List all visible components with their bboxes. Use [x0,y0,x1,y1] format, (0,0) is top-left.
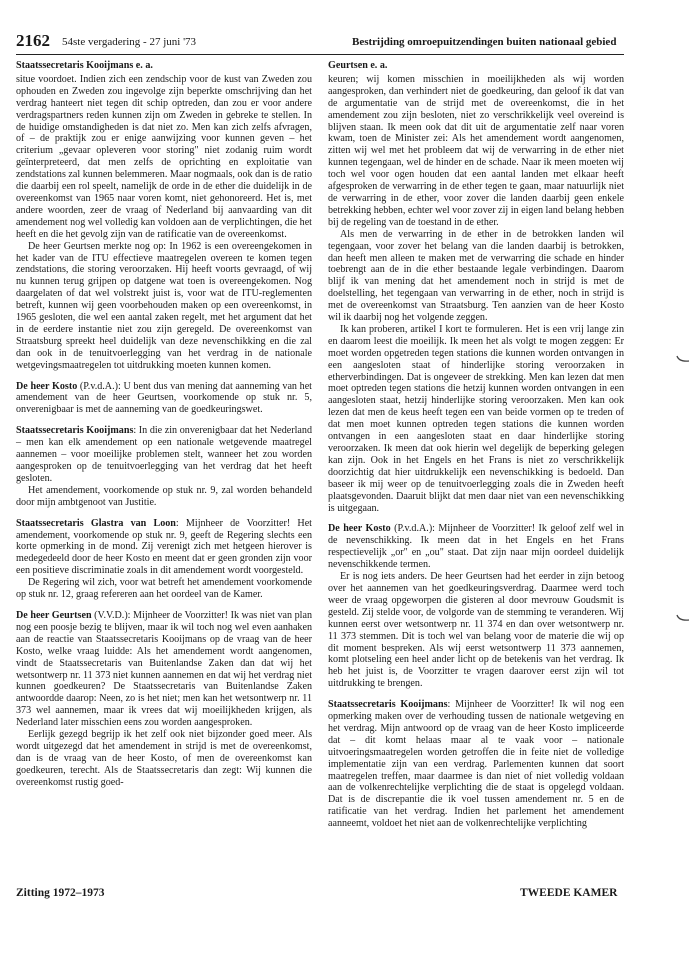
right-running-head: Geurtsen e. a. [328,60,388,71]
speech-text: : In die zin onverenigbaar dat het Nederland – men kan elk amendement op een nationale wetgevende maatregel aannemen – voor moeilijke problemen stelt, wanneer het zou worden aangesproken op de tenuitvoerlegging van het verdrag dat het heeft gesloten. [16,425,312,484]
paragraph: Als men de verwarring in de ether in de betrokken landen wil tegengaan, voor zover het belang van die landen daarbij is betrokken, dan heeft men alleen te maken met de verwarring die schade en hinder toebrengt aan de in die ether bestaande legale verbindingen. Daarom blijf ik van mening dat het amendement noch in strijd is met de doelstelling, het tegengaan van verwarring in de ether, noch in strijd is met de overeenkomst van Straatsburg. Ten aanzien van de heer Kosto wil ik daarbij nog het volgende zeggen. [328,228,624,324]
paragraph: De Regering wil zich, voor wat betreft het amendement voorkomende op stuk nr. 12, graag refereren aan het oordeel van de Kamer. [16,577,312,601]
session-label: 54ste vergadering - 27 juni '73 [62,36,197,48]
speaker-name: Staatssecretaris Glastra van Loon [16,517,176,529]
right-column [328,60,624,830]
page-number: 2162 [16,31,50,50]
header-rule [16,54,624,55]
speaker-name: Staatssecretaris Kooijmans [328,699,448,711]
speech-text: : Mijnheer de Voorzitter! Het amendement, voorkomende op stuk nr. 9, geeft de Regering slechts een korte opmerking in de mond. Zij verenigt zich met hetgeen hierover is medegedeeld door de heer Kosto en meent dat er geen gronden zijn voor een positieve discriminatie zoals in dit amendement wordt voorgesteld. [16,517,312,577]
left-running-head: Staatssecretaris Kooijmans e. a. [16,60,153,71]
speech-text: (V.V.D.): Mijnheer de Voorzitter! Ik was niet van plan nog een poosje bezig te blijven, maar ik wil toch nog wel even aanhaken aan de reactie van Staatssecretaris Kooijmans op de vraag van de heer Kosto, welke vraag luidde: Als het amendement wordt aangenomen, vindt de Staatssecretaris van Buitenlandse Zaken dan dat wij het wetsontwerp nr. 11 373 niet kunnen aannemen en dat wij het verdrag niet kunnen goedkeuren? De Staatssecretaris van Buitenlandse Zaken antwoordde daarop: Neen, zo is het niet; men kan het wetsontwerp nr. 11 373 wel aannemen, maar ik vrees dat wij moeilijkheden krijgen, als Nederland later misschien eens zou worden aangesproken. [16,609,312,729]
speech-paragraph [16,518,312,578]
speaker-name: Staatssecretaris Kooijmans [16,425,134,437]
paragraph: Ik kan proberen, artikel I kort te formuleren. Het is een vrij lange zin en daarom leest die moeilijk. Ik meen het als volgt te mogen zeggen: Er moet worden opgetreden tegen stations die kunnen worden ontvangen in een aangesloten staat of hinderlijke storing veroorzaken in etherverbindingen. Dat is ongeveer de strekking. Men kan lezen dat men moet optreden tegen stations die hetzij kunnen worden ontvangen in een aangesloten staat, hetzij hinderlijke storing veroorzaken. Men kan ook lezen dat men de keus heeft tegen een van beide vormen op te treden of dat men moet kunnen optreden tegen stations die kunnen worden ontvangen in een aangesloten staat en daar hinderlijke storing veroorzaken. Ik meen dat ook hierin wel degelijk de beperking gelegen kan zijn. Ook in het Engels en het Frans is niet zo verschrikkelijk doorzichtig dat hier uitdrukkelijk een nevenschikking is bedoeld. Dan baseer ik mij weer op de tenuitvoerlegging zoals die in Zweden heeft plaatsgevonden. Daaruit blijkt dat men daar niet van een nevenschikking is uitgegaan. [328,323,624,514]
margin-mark-icon [676,614,690,622]
page-title: Bestrijding omroepuitzendingen buiten nationaal gebied [352,36,617,48]
speech-paragraph [328,699,624,830]
speaker-name: De heer Kosto [16,380,78,392]
paragraph: De heer Geurtsen merkte nog op: In 1962 is een overeengekomen in het kader van de ITU effectieve maatregelen overeen te komen tegen zendstations, die storing veroorzaken. Hij heeft voorts gevraagd, of wij nu kunnen terug grijpen op datgene wat toen is overeengekomen. Nog daargelaten of dat wel volstrekt juist is, voor wat de ITU-reglementen betreft, kunnen wij geen voorbehouden maken op een overeenkomst, in 1965 gesloten, die wel een aantal zaken regelt, met het argument dat het in de eerdere instantie niet zou zijn geregeld. De overeenkomst van Straatsburg spreekt heel duidelijk van deze nevenschikking en die zal dan ook in de tenuitvoerlegging van het verdrag in de nationale wetgevingsmaatregelen tot uitdrukking moeten kunnen komen. [16,240,312,371]
speech-text: : Mijnheer de Voorzitter! Ik wil nog een opmerking maken over de verhouding tussen de nationale wetgeving en het verdrag. Mijn antwoord op de vraag van de heer Kosto impliceerde dat – dit komt helaas maar al te vaak voor – nationale uitvoeringsmaatregelen worden getroffen die in feite niet de volledige implementatie zijn van een verdrag. Parlementen kunnen dat soort maatregelen treffen, maar daarmee is dan niet of niet volledig voldaan aan de volkenrechtelijke verplichting die de staat is opgelegd voldaan. Dat is de discrepantie die ik voel tussen amendement nr. 5 en de ratificatie van het verdrag. Indien het parlement het amendement aanneemt, voldoet het niet aan de volkenrechtelijke verplichting [328,699,624,830]
speaker-name: De heer Kosto [328,523,391,535]
speech-paragraph [16,381,312,417]
speech-paragraph [16,610,312,729]
speech-text: (P.v.d.A.): Mijnheer de Voorzitter! Ik geloof zelf wel in de nevenschikking. Ik meen dat in het Engels en het Frans respectievelijk „or" en „ou" staat. Dat zijn naar mijn oordeel duidelijk nevenschikkende termen. [328,523,624,571]
paragraph: Eerlijk gezegd begrijp ik het zelf ook niet bijzonder goed meer. Als wordt uitgezegd dat het amendement in strijd is met de overeenkomst, dan is de vraag van de heer Kosto, of men de overeenkomst kan goedkeuren, terecht. Als de Staatssecretaris dan zegt: Wij kunnen die overeenkomst rustig goed- [16,729,312,788]
margin-mark-icon [676,355,690,363]
speaker-name: De heer Geurtsen [16,609,92,621]
footer-session: Zitting 1972–1973 [16,887,105,899]
speech-text: (P.v.d.A.): U bent dus van mening dat aanneming van het amendement van de heer Geurtsen, voorkomende op stuk nr. 5, onverenigbaar is met de aanneming van de goedkeuringswet. [16,380,312,416]
left-column [16,60,312,789]
paragraph: keuren; wij komen misschien in moeilijkheden als wij worden aangesproken, dan verhindert niet de goedkeuring, dan geloof ik dat van de argumentatie van de strijd met de overeenkomst, die in het amendement zou zijn besloten, niet zo verschrikkelijk veel overeind is blijven staan. Ik meen ook dat dit uit de argumentatie zelf naar voren kwam, toen de Minister zei: Als het amendement wordt aangenomen, zitten wij wel met het probleem dat wij de verwarring in de ether niet kunnen tegengaan, wel de hinder en de schade. Naar ik meen moeten wij toch wel voor ogen houden dat een aantal landen met elkaar heeft afgesproken de verwarring in de ether tegen te gaan, maar natuurlijk niet de verwarring in de ether, voor zover die landen daarbij geen enkele betrekking hebben, echter wel voor zover zij in eigen land belang hebben bij de regeling van de toestand in de ether. [328,73,624,228]
footer-chamber: TWEEDE KAMER [520,887,618,899]
paragraph: situe voordoet. Indien zich een zendschip voor de kust van Zweden zou ophouden en Zweden zou ingevolge zijn beperkte omschrijving dan het verdrag hanteert niet tegen dit schip optreden, dan zou er voor andere verdragspartners reden kunnen zijn om Zweden in gebreke te stellen. In de huidige omstandigheden is dat niet zo. Men kan zich zelfs afvragen, of – de praktijk zou er enige aanwijzing voor kunnen geven – het criterium „gevaar opleveren voor storing" niet zodanig ruim wordt geïnterpreteerd, dat men zelfs de oprichting en exploitatie van zendstations zal kunnen belemmeren. Maar nogmaals, ook dan is de ratio die daarbij een rol speelt, namelijk de orde in de ether die duidelijk in de overeenkomst van 1965 naar voren komt, niet gehonoreerd. Het is, met andere woorden, zeer de vraag of Nederland bij aanvaarding van dit amendement nog wel volledig kan voldoen aan de verplichtingen, die het heeft en die het gevolg zijn van de ratificatie van de overeenkomst. [16,73,312,240]
speech-paragraph [16,425,312,485]
paragraph: Er is nog iets anders. De heer Geurtsen had het eerder in zijn betoog over het aannemen van het goedkeuringsverdrag. Daarmee werd toch weer de vraag opgeworpen die gisteren al door mevrouw Goudsmit is gesteld. Zij stelde voor, de volgorde van de stemming te veranderen. Wij kunnen eerst over wetsontwerp nr. 11 374 en dan over wetsontwerp nr. 11 373 stemmen. Dit is toch wel van belang voor de materie die wij op dit moment bespreken. Als wij eerst wetsontwerp 11 373 aannemen, komt plotseling een heel ander licht op de betekenis van het verdrag. Ik heb het juist is, de Voorzitter te vragen daarover eerst zijn wil tot uitdrukking te brengen. [328,571,624,690]
speech-paragraph [328,523,624,571]
paragraph: Het amendement, voorkomende op stuk nr. 9, zal worden behandeld door mijn ambtgenoot van Justitie. [16,484,312,508]
